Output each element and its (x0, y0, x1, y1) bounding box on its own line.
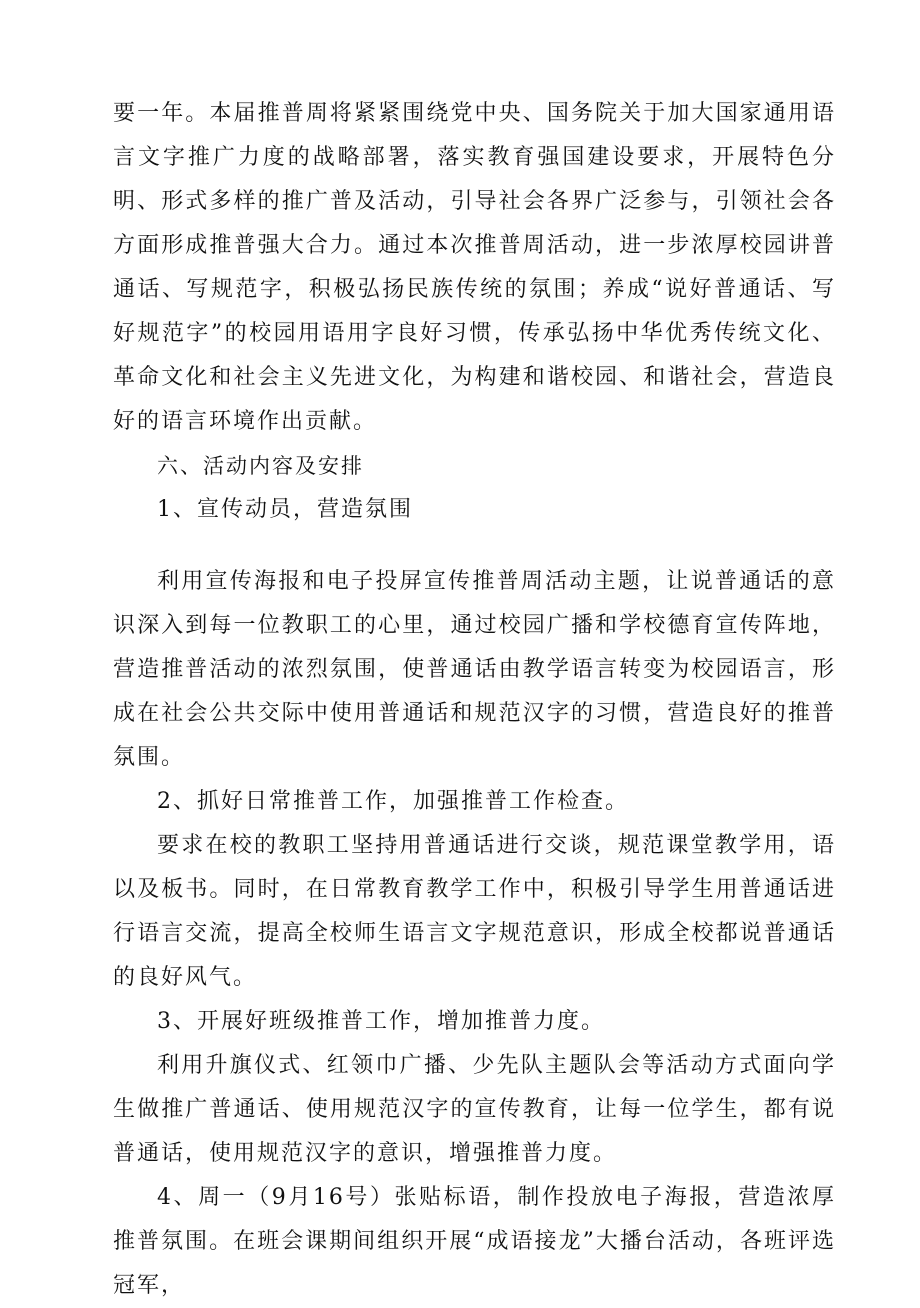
item1-body: 利用宣传海报和电子投屏宣传推普周活动主题，让说普通话的意识深入到每一位教职工的心里，通过校园广播和学校德育宣传阵地，营造推普活动的浓烈氛围，使普通话由教学语言转变为校园语言，形成在社会公共交际中使用普通话和规范汉字的习惯，营造良好的推普氛围。 (113, 569, 836, 770)
item4-body: 4、周一（9月16号）张贴标语，制作投放电子海报，营造浓厚推普氛围。在班会课期间组织开展“成语接龙”大播台活动，各班评选冠军， (113, 1185, 836, 1298)
section-heading: 六、活动内容及安排 (157, 454, 364, 478)
spacer (113, 532, 836, 560)
intro-paragraph: 要一年。本届推普周将紧紧围绕党中央、国务院关于加大国家通用语言文字推广力度的战略部署，落实教育强国建设要求，开展特色分明、形式多样的推广普及活动，引导社会各界广泛参与，引领社会各方面形成推普强大合力。通过本次推普周活动，进一步浓厚校园讲普通话、写规范字，积极弘扬民族传统的氛围；养成“说好普通话、写好规范字”的校园用语用字良好习惯，传承弘扬中华优秀传统文化、革命文化和社会主义先进文化，为构建和谐校园、和谐社会，营造良好的语言环境作出贡献。 (113, 101, 836, 434)
item3-title: 3、开展好班级推普工作，增加推普力度。 (157, 1009, 605, 1034)
item2-body: 要求在校的教职工坚持用普通话进行交谈，规范课堂教学用，语以及板书。同时，在日常教育教学工作中，积极引导学生用普通话进行语言交流，提高全校师生语言文字规范意识，形成全校都说普通话的良好风气。 (113, 833, 836, 990)
item2-title: 2、抓好日常推普工作，加强推普工作检查。 (157, 789, 629, 814)
item3-body: 利用升旗仪式、红领巾广播、少先队主题队会等活动方式面向学生做推广普通话、使用规范汉字的宣传教育，让每一位学生，都有说普通话，使用规范汉字的意识，增强推普力度。 (113, 1053, 836, 1166)
item1-title: 1、宣传动员，营造氛围 (157, 497, 413, 522)
